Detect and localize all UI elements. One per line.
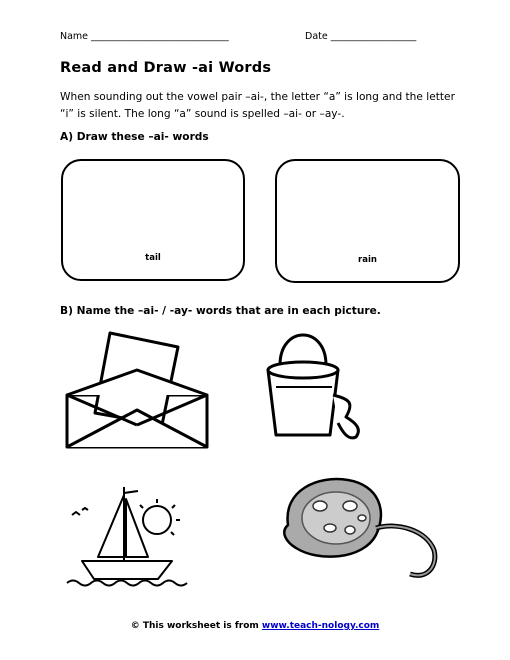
draw-box-label: tail (145, 253, 161, 263)
footer-prefix: © This worksheet is from (130, 621, 262, 631)
draw-box-rain[interactable] (275, 159, 460, 283)
intro-paragraph: When sounding out the vowel pair –ai-, the letter “a” is long and the letter “i” is silent. The long “a” sound is spelled –ai- or –ay-. (60, 91, 455, 120)
name-field-label: Name _____________________________ (60, 31, 229, 42)
page-title: Read and Draw -ai Words (60, 60, 272, 76)
draw-box-label: rain (358, 255, 377, 265)
stingray-picture (258, 470, 448, 590)
date-field-label: Date __________________ (305, 31, 417, 42)
section-b-heading: B) Name the –ai- / -ay- words that are in each picture. (60, 305, 381, 317)
teach-nology-link[interactable]: www.teach-nology.com (261, 621, 380, 631)
footer-credit (0, 621, 510, 631)
envelope-picture (62, 325, 212, 450)
section-a-heading: A) Draw these –ai- words (60, 131, 209, 143)
pail-picture (258, 325, 378, 445)
draw-box-tail[interactable] (61, 159, 245, 281)
sailboat-picture (62, 465, 202, 590)
